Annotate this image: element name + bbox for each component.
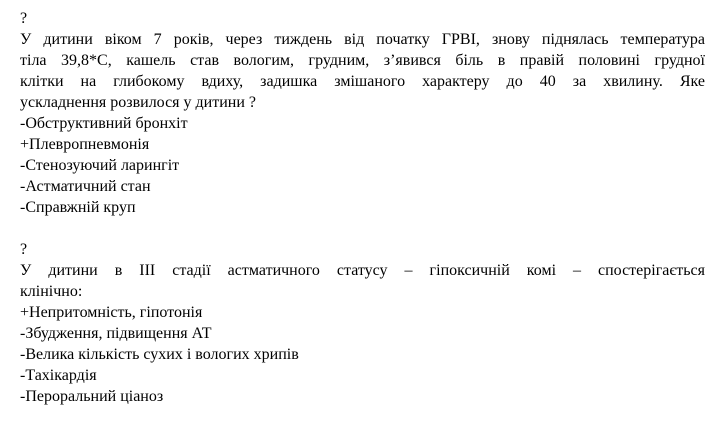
question-stem-line: тіла 39,8*С, кашель став вологим, грудним, з’явився біль в правій половині грудної (20, 52, 705, 69)
answer-option: -Тахікардія (20, 367, 97, 384)
blank-line (20, 218, 705, 239)
question-block-2 (20, 239, 705, 407)
answer-option: -Велика кількість сухих і вологих хрипів (20, 346, 299, 363)
answer-option: -Пероральний ціаноз (20, 388, 164, 405)
answer-option: -Стенозуючий ларингіт (20, 157, 180, 174)
question-stem-line: У дитини віком 7 років, через тиждень від початку ГРВІ, знову піднялась температура (20, 31, 705, 48)
answer-option-correct: +Плевропневмонія (20, 136, 150, 153)
question-stem-line: клітки на глибокому вдиху, задишка змішаного характеру до 40 за хвилину. Яке (20, 73, 705, 90)
answer-option-correct: +Непритомність, гіпотонія (20, 304, 203, 321)
document-page (20, 8, 705, 407)
answer-option: -Обструктивний бронхіт (20, 115, 188, 132)
question-marker: ? (20, 10, 28, 27)
question-stem-line: У дитини в ІІІ стадії астматичного статусу – гіпоксичній комі – спостерігається (20, 262, 705, 279)
answer-option: -Астматичний стан (20, 178, 151, 195)
question-stem-line: клінічно: (20, 283, 83, 300)
question-block-1 (20, 8, 705, 218)
question-stem-line: ускладнення розвилося у дитини ? (20, 94, 257, 111)
answer-option: -Справжній круп (20, 199, 136, 216)
question-marker: ? (20, 241, 28, 258)
answer-option: -Збудження, підвищення АТ (20, 325, 212, 342)
